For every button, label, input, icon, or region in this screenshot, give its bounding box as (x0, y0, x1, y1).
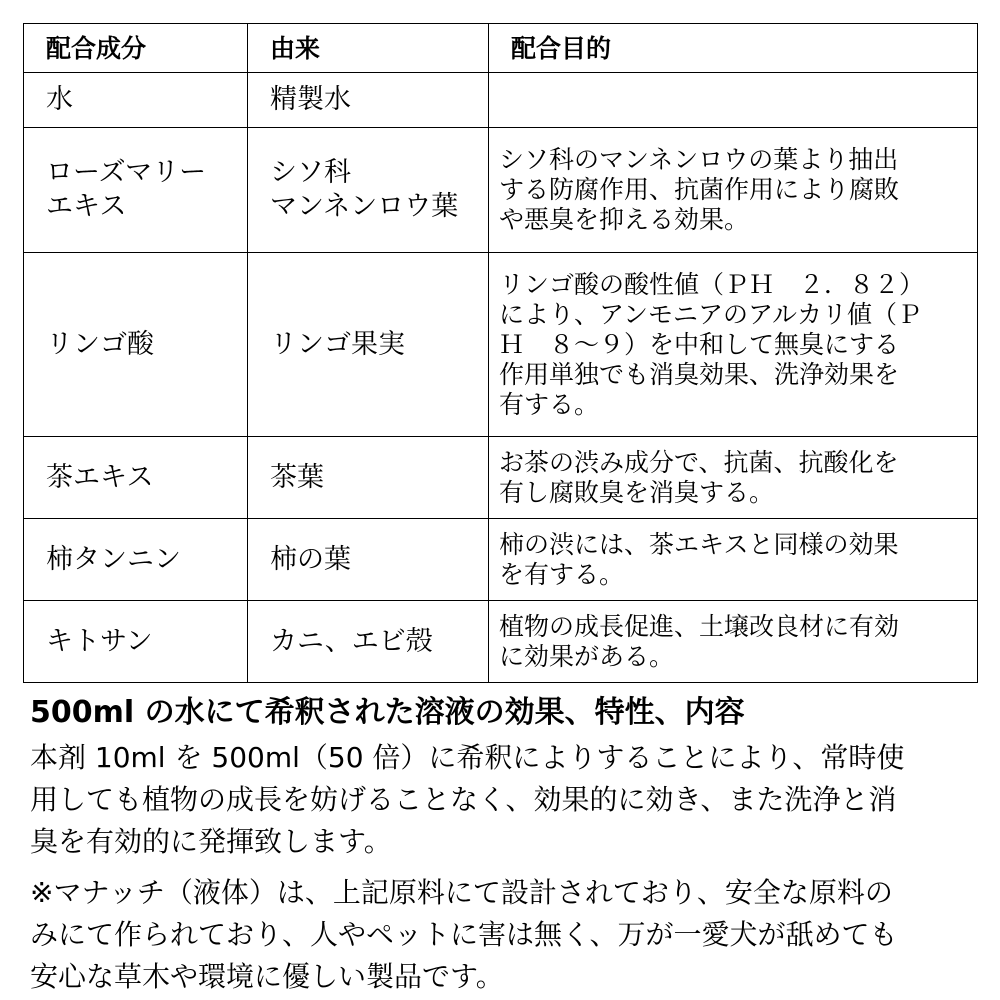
purpose-cell: シソ科のマンネンロウの葉より抽出 する防腐作用、抗菌作用により腐敗 や悪臭を抑える効果。 (489, 128, 978, 253)
purpose-cell: リンゴ酸の酸性値（ＰＨ ２．８２） により、アンモニアのアルカリ値（Ｐ Ｈ ８～９）を中和して無臭にする 作用単独でも消臭効果、洗浄効果を 有する。 (489, 253, 978, 437)
header-purpose: 配合目的 (489, 24, 978, 73)
table-row (24, 73, 978, 128)
origin-cell: カニ、エビ殻 (248, 601, 489, 683)
ingredient-cell: 水 (24, 73, 248, 128)
origin-cell: 茶葉 (248, 437, 489, 519)
ingredient-cell: リンゴ酸 (24, 253, 248, 437)
purpose-cell: 柿の渋には、茶エキスと同様の効果 を有する。 (489, 519, 978, 601)
ingredient-cell: キトサン (24, 601, 248, 683)
table-row (24, 601, 978, 683)
safety-note-paragraph: ※マナッチ（液体）は、上記原料にて設計されており、安全な原料の みにて作られており、人やペットに害は無く、万が一愛犬が舐めても 安心な草木や環境に優しい製品です。 (30, 876, 898, 993)
ingredient-cell: 茶エキス (24, 437, 248, 519)
table-row (24, 519, 978, 601)
purpose-cell (489, 73, 978, 128)
origin-cell: 精製水 (248, 73, 489, 128)
table-row (24, 437, 978, 519)
purpose-cell: お茶の渋み成分で、抗菌、抗酸化を 有し腐敗臭を消臭する。 (489, 437, 978, 519)
section-heading: 500ml の水にて希釈された溶液の効果、特性、内容 (30, 695, 745, 730)
purpose-cell: 植物の成長促進、土壌改良材に有効 に効果がある。 (489, 601, 978, 683)
origin-cell: シソ科 マンネンロウ葉 (248, 128, 489, 253)
origin-cell: リンゴ果実 (248, 253, 489, 437)
header-origin: 由来 (248, 24, 489, 73)
ingredient-cell: ローズマリー エキス (24, 128, 248, 253)
ingredients-table (23, 23, 978, 683)
ingredient-cell: 柿タンニン (24, 519, 248, 601)
table-row (24, 128, 978, 253)
header-ingredient: 配合成分 (24, 24, 248, 73)
table-header-row (24, 24, 978, 73)
origin-cell: 柿の葉 (248, 519, 489, 601)
effect-paragraph: 本剤 10ml を 500ml（50 倍）に希釈によりすることにより、常時使 用しても植物の成長を妨げることなく、効果的に効き、また洗浄と消 臭を有効的に発揮致します。 (30, 741, 905, 858)
table-row (24, 253, 978, 437)
